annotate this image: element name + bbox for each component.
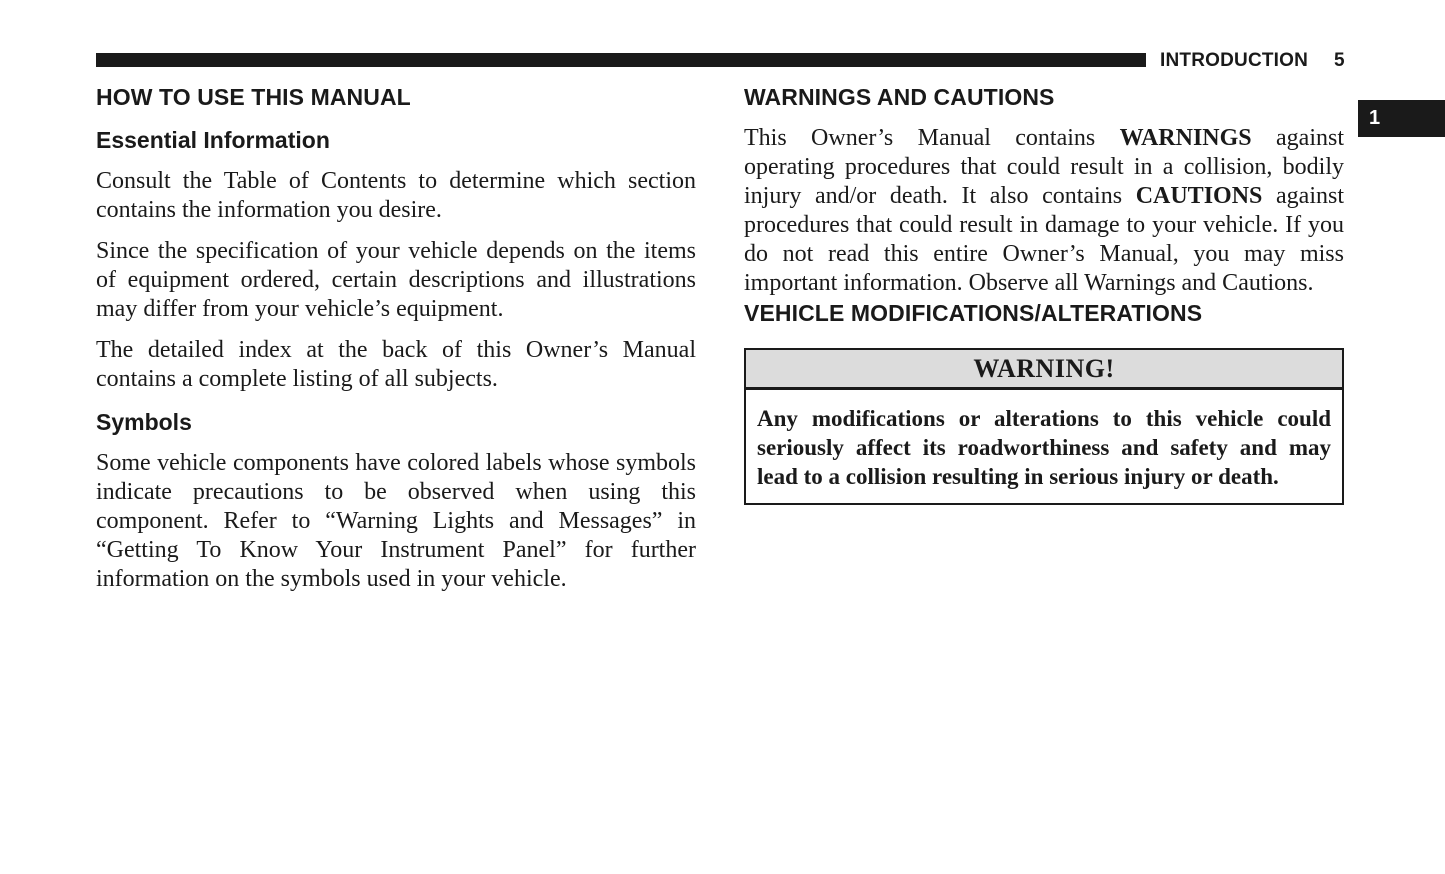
warnings-bold-term: WARNINGS	[1119, 125, 1252, 151]
cautions-bold-term: CAUTIONS	[1135, 183, 1263, 209]
paragraph-table-of-contents: Consult the Table of Contents to determine which section contains the information you desire.	[96, 168, 696, 223]
paragraph-index: The detailed index at the back of this Owner’s Manual contains a complete listing of all subjects.	[96, 337, 696, 392]
paragraph-warnings-and-cautions	[744, 124, 1344, 298]
subheading-symbols: Symbols	[96, 409, 192, 435]
section-title-warnings-and-cautions: WARNINGS AND CAUTIONS	[744, 84, 1055, 110]
page-number: 5	[1334, 50, 1345, 71]
left-column	[96, 82, 696, 594]
running-header-section: INTRODUCTION	[1160, 50, 1309, 71]
warning-box	[744, 348, 1344, 505]
warnings-text-part3: against procedures that could result in damage to your vehicle. If you do not read this entire Owner’s Manual, you may miss important information. Observe all Warnings and Cautions.	[744, 183, 1344, 296]
chapter-tab-number: 1	[1369, 107, 1381, 129]
paragraph-specification: Since the specification of your vehicle depends on the items of equipment ordered, certain descriptions and illustrations may differ from your vehicle’s equipment.	[96, 238, 696, 322]
warning-box-text: Any modifications or alterations to this vehicle could seriously affect its roadworthiness and safety and may lead to a collision resulting in serious injury or death.	[757, 406, 1331, 489]
section-title-how-to-use: HOW TO USE THIS MANUAL	[96, 84, 411, 110]
warning-box-title: WARNING!	[746, 350, 1342, 390]
chapter-tab	[1358, 100, 1445, 137]
section-title-vehicle-modifications: VEHICLE MODIFICATIONS/ALTERATIONS	[744, 300, 1203, 326]
warnings-text-part2: against operating procedures that could result in a collision, bodily injury and/or death. It also contains	[744, 125, 1344, 209]
header-rule-bar	[96, 53, 1146, 67]
paragraph-symbols: Some vehicle components have colored labels whose symbols indicate precautions to be observed when using this component. Refer to “Warning Lights and Messages” in “Getting To Know Your Instrument Panel” for further information on the symbols used in your vehicle.	[96, 450, 696, 592]
subheading-essential-information: Essential Information	[96, 127, 330, 153]
right-column	[744, 82, 1344, 505]
warnings-text-part1: This Owner’s Manual contains	[744, 125, 1120, 151]
